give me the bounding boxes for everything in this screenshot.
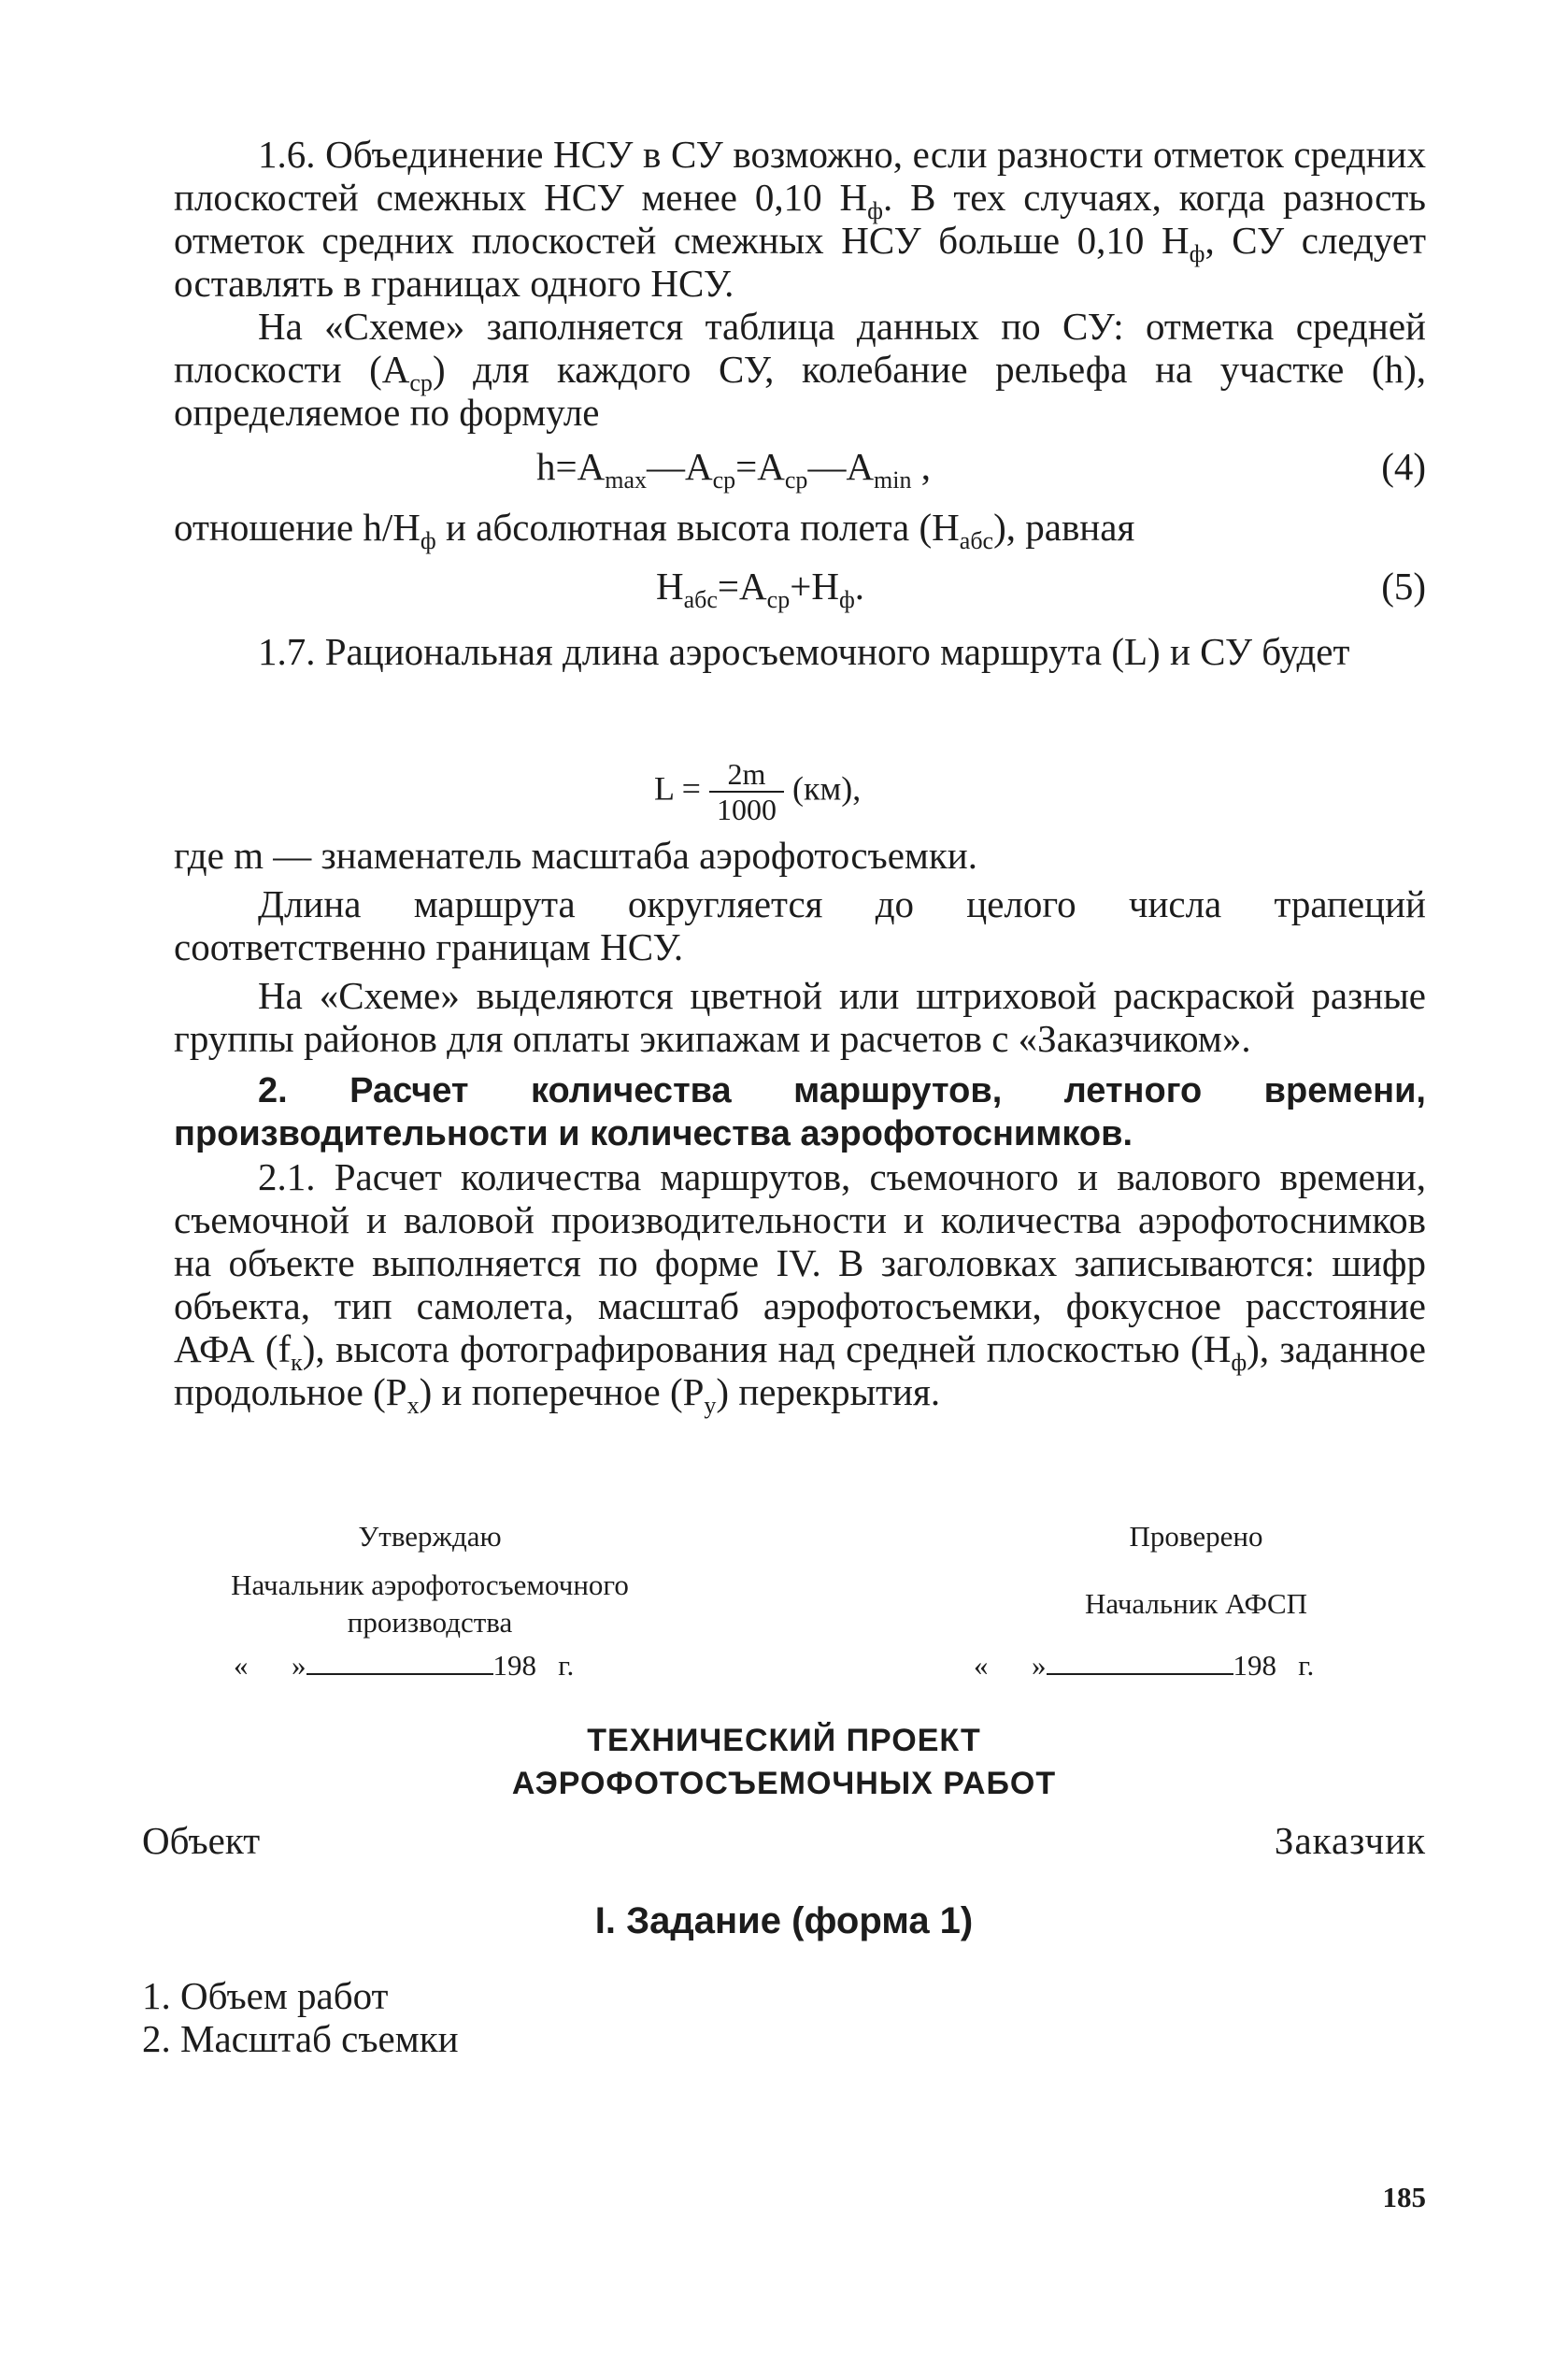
- section-1-7-cont: [174, 834, 1426, 1419]
- paragraph-m-definition: где m — знаменатель масштаба аэрофотосъемки.: [174, 834, 977, 877]
- checked-title: Проверено: [1129, 1520, 1263, 1553]
- formula-5: $Н_{абс}=А_{ср}+Н_ф$.: [656, 565, 865, 613]
- object-label: Объект: [142, 1819, 261, 1862]
- paragraph-2-1: 2.1. Расчет количества маршрутов, съемочного и валового времени, съемочной и валовой производительности и количества аэрофотоснимков на объекте выполняется по форме IV. В заголовках записываются: шифр объекта, тип самолета, масштаб аэрофотосъемки, фокусное расстояние АФА $(f_к)$, высота фотографирования над средней плоскостью $(Н_ф)$, заданное продольное $(Р_х)$ и поперечное $(Р_у)$ перекрытия.: [174, 1155, 1426, 1419]
- project-title-1: ТЕХНИЧЕСКИЙ ПРОЕКТ: [587, 1723, 981, 1758]
- approval-left: [187, 1518, 673, 1641]
- paragraph-schema-table: На «Схеме» заполняется таблица данных по СУ: отметка средней плоскости $(А_{ср})$ для каждого СУ, колебание рельефа на участке (h), определяемое по формуле: [174, 305, 1426, 434]
- equation-number-4: (4): [1381, 445, 1426, 488]
- paragraph-coloring: На «Схеме» выделяются цветной или штриховой раскраской разные группы районов для оплаты экипажам и расчетов с «Заказчиком».: [174, 974, 1426, 1060]
- formula-4: $h=А_{max}—А_{ср}=А_{ср}—А_{min}$ ,: [536, 445, 931, 494]
- list-item-2: 2. Масштаб съемки: [142, 2017, 459, 2060]
- checked-role: Начальник АФСП: [1084, 1587, 1308, 1620]
- paragraph-route-length: Длина маршрута округляется до целого числа трапеций соответственно границам НСУ.: [174, 882, 1426, 968]
- approval-right: [1009, 1518, 1383, 1623]
- approve-role: Начальник аэрофотосъемочного производства: [231, 1568, 629, 1639]
- formula-L: L = $\frac{2m}{1000}$ (км),: [654, 757, 862, 826]
- customer-label: Заказчик: [1274, 1819, 1426, 1862]
- list-item-1: 1. Объем работ: [142, 1974, 389, 2017]
- section-2-heading: 2. Расчет количества маршрутов, летного времени, производительности и количества аэрофотоснимков.: [174, 1071, 1426, 1153]
- paragraph-1-6: 1.6. Объединение НСУ в СУ возможно, если разности отметок средних плоскостей смежных НСУ менее 0,10 $Н_ф$. В тех случаях, когда разность отметок средних плоскостей смежных НСУ больше 0,10 $Н_ф$, СУ следует оставлять в границах одного НСУ.: [174, 133, 1426, 305]
- approval-left-date: « » 198 г.: [234, 1649, 575, 1682]
- project-title-2: АЭРОФОТОСЪЕМОЧНЫХ РАБОТ: [511, 1766, 1057, 1801]
- section-1-6: [174, 133, 1426, 434]
- form-heading: I. Задание (форма 1): [594, 1900, 974, 1941]
- equation-number-5: (5): [1381, 565, 1426, 608]
- approval-right-date: « » 198 г.: [974, 1649, 1315, 1682]
- paragraph-1-7: 1.7. Рациональная длина аэросъемочного маршрута (L) и СУ будет: [258, 630, 1350, 673]
- approve-title: Утверждаю: [358, 1520, 502, 1553]
- section-1-7: [174, 630, 1426, 673]
- fraction: $\frac{2m}{1000}$: [709, 757, 784, 826]
- paragraph-ratio: отношение $h/Н_ф$ и абсолютная высота полета $(Н_{абс})$, равная: [174, 506, 1135, 554]
- page-number: 185: [1382, 2181, 1426, 2213]
